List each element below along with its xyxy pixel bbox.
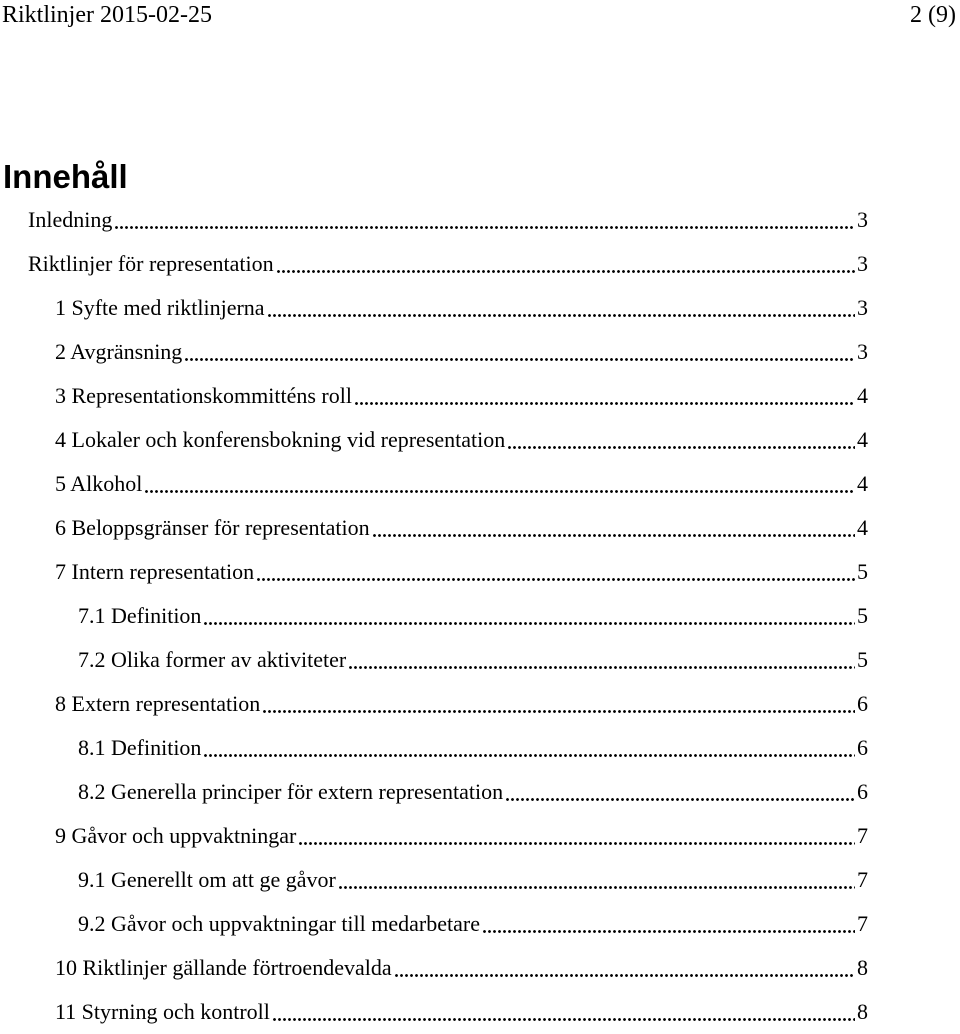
page-indicator: 2 (9) — [910, 2, 956, 28]
toc-entry-title: 7 Intern representation — [55, 559, 255, 584]
toc-entry-page-number: 5 — [857, 647, 868, 672]
toc-dot-leader — [114, 205, 855, 235]
toc-entry-title: Riktlinjer för representation — [28, 251, 274, 276]
toc-dot-leader — [203, 733, 855, 763]
toc-entry-page-number: 6 — [857, 735, 868, 760]
toc-entry-page-number: 4 — [857, 427, 868, 452]
toc-entry-title: 2 Avgränsning — [55, 339, 183, 364]
toc-dot-leader — [505, 777, 855, 807]
toc-entry[interactable] — [55, 814, 868, 858]
toc-entry[interactable] — [78, 770, 868, 814]
toc-dot-leader — [507, 425, 855, 455]
toc-dot-leader — [267, 293, 855, 323]
toc-entry-page-number: 4 — [857, 515, 868, 540]
toc-dot-leader — [348, 645, 855, 675]
toc-entry[interactable] — [55, 682, 868, 726]
toc-entry-page-number: 4 — [857, 383, 868, 408]
toc-entry[interactable] — [55, 990, 868, 1034]
toc-entry-title: 8.1 Definition — [78, 735, 202, 760]
toc-entry-title: 8 Extern representation — [55, 691, 261, 716]
toc-entry-title: 7.1 Definition — [78, 603, 202, 628]
toc-entry-title: Inledning — [28, 207, 113, 232]
toc-entry-title: 8.2 Generella principer för extern representation — [78, 779, 504, 804]
toc-dot-leader — [338, 865, 855, 895]
toc-entry[interactable] — [28, 198, 868, 242]
toc-entry[interactable] — [55, 462, 868, 506]
page-header — [0, 0, 960, 32]
toc-entry-page-number: 6 — [857, 779, 868, 804]
toc-entry[interactable] — [78, 902, 868, 946]
toc-entry-title: 3 Representationskommitténs roll — [55, 383, 352, 408]
toc-entry-title: 11 Styrning och kontroll — [55, 999, 270, 1024]
toc-entry[interactable] — [28, 242, 868, 286]
toc-entry-title: 4 Lokaler och konferensbokning vid representation — [55, 427, 506, 452]
toc-entry-title: 9 Gåvor och uppvaktningar — [55, 823, 297, 848]
toc-entry-title: 9.1 Generellt om att ge gåvor — [78, 867, 336, 892]
toc-entry[interactable] — [55, 946, 868, 990]
toc-entry[interactable] — [55, 330, 868, 374]
toc-entry[interactable] — [78, 858, 868, 902]
toc-dot-leader — [203, 601, 855, 631]
toc-entry[interactable] — [78, 638, 868, 682]
toc-entry-title: 9.2 Gåvor och uppvaktningar till medarbetare — [78, 911, 480, 936]
toc-entry[interactable] — [55, 286, 868, 330]
toc-entry-page-number: 3 — [857, 295, 868, 320]
toc-entry-title: 5 Alkohol — [55, 471, 143, 496]
toc-entry-page-number: 5 — [857, 559, 868, 584]
toc-entry-page-number: 7 — [857, 823, 868, 848]
toc-entry-page-number: 5 — [857, 603, 868, 628]
toc-entry-page-number: 3 — [857, 207, 868, 232]
toc-entry-page-number: 4 — [857, 471, 868, 496]
toc-dot-leader — [262, 689, 855, 719]
toc-entry[interactable] — [55, 506, 868, 550]
toc-entry-title: 7.2 Olika former av aktiviteter — [78, 647, 347, 672]
toc-entry[interactable] — [55, 374, 868, 418]
toc-entry-title: 6 Beloppsgränser för representation — [55, 515, 370, 540]
toc-heading: Innehåll — [3, 158, 128, 195]
toc-entry-page-number: 7 — [857, 867, 868, 892]
toc-entry[interactable] — [78, 726, 868, 770]
toc-dot-leader — [354, 381, 855, 411]
toc-entry-page-number: 7 — [857, 911, 868, 936]
toc-dot-leader — [394, 953, 855, 983]
toc-entry[interactable] — [55, 418, 868, 462]
toc-entry-page-number: 8 — [857, 999, 868, 1024]
toc-entry-page-number: 6 — [857, 691, 868, 716]
toc-dot-leader — [256, 557, 855, 587]
toc-dot-leader — [372, 513, 855, 543]
document-title: Riktlinjer 2015-02-25 — [2, 2, 212, 28]
toc-dot-leader — [144, 469, 855, 499]
toc-dot-leader — [276, 249, 855, 279]
toc-entry[interactable] — [55, 550, 868, 594]
toc-entry-title: 1 Syfte med riktlinjerna — [55, 295, 265, 320]
toc-entry-page-number: 3 — [857, 339, 868, 364]
toc-entry-page-number: 3 — [857, 251, 868, 276]
toc-dot-leader — [184, 337, 855, 367]
toc-dot-leader — [482, 909, 855, 939]
toc-entry[interactable] — [78, 594, 868, 638]
toc-entry-title: 10 Riktlinjer gällande förtroendevalda — [55, 955, 392, 980]
toc-entry-page-number: 8 — [857, 955, 868, 980]
toc-dot-leader — [298, 821, 855, 851]
